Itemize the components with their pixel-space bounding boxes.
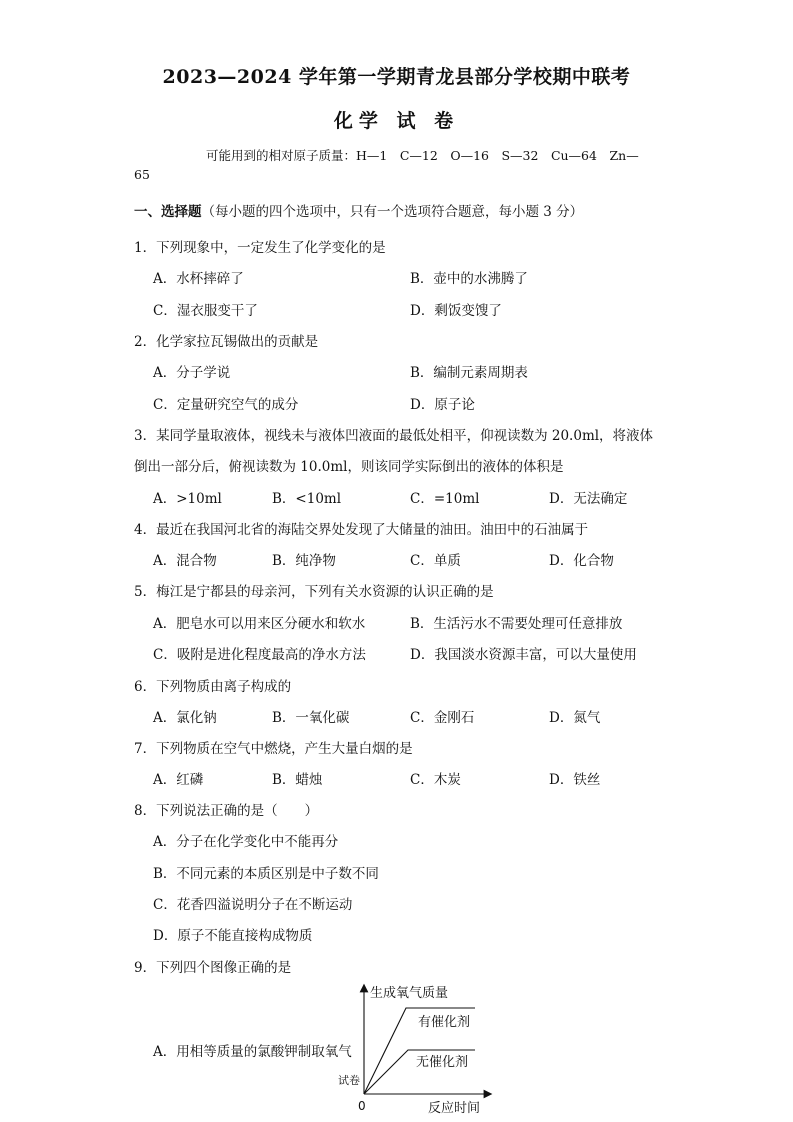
section-heading: [134, 200, 583, 220]
atomic-mass-line-2: 65: [134, 167, 150, 182]
question-6-stem: 6．下列物质由离子构成的: [134, 679, 292, 695]
section-note: （每小题的四个选项中，只有一个选项符合题意，每小题 3 分）: [201, 204, 584, 220]
question-7-option-d: D．铁丝: [549, 772, 601, 788]
question-3-option-b: B．<10ml: [272, 491, 342, 507]
y-axis-label: 生成氧气质量: [370, 986, 449, 1001]
question-8-option-b: B．不同元素的本质区别是中子数不同: [153, 866, 379, 882]
question-7-option-a: A．红磷: [153, 772, 204, 788]
question-4-stem: 4．最近在我国河北省的海陆交界处发现了大储量的油田。油田中的石油属于: [134, 522, 589, 538]
question-5-stem: 5．梅江是宁都县的母亲河，下列有关水资源的认识正确的是: [134, 584, 494, 600]
question-8-stem: 8．下列说法正确的是（ ）: [134, 803, 319, 819]
question-1-stem: 1．下列现象中，一定发生了化学变化的是: [134, 240, 386, 256]
question-3-option-c: C．=10ml: [410, 491, 480, 507]
question-1-option-c: C．湿衣服变干了: [153, 303, 258, 319]
question-4-option-d: D．化合物: [549, 553, 614, 569]
curve-with-catalyst-label: 有催化剂: [418, 1015, 471, 1030]
question-6-option-b: B．一氧化碳: [272, 710, 350, 726]
question-4-option-c: C．单质: [410, 553, 461, 569]
question-4-option-a: A．混合物: [153, 553, 217, 569]
question-3-stem-2: 倒出一部分后，俯视读数为 10.0ml，则该同学实际倒出的液体的体积是: [134, 459, 564, 475]
question-7-option-c: C．木炭: [410, 772, 461, 788]
question-2-option-c: C．定量研究空气的成分: [153, 397, 299, 413]
question-5-option-b: B．生活污水不需要处理可任意排放: [410, 616, 623, 632]
atomic-mass-line-1: 可能用到的相对原子质量：H—1 C—12 O—16 S—32 Cu—64 Zn—: [206, 148, 639, 163]
paper-subtitle: 化学 试 卷: [333, 110, 460, 132]
question-7-stem: 7．下列物质在空气中燃烧，产生大量白烟的是: [134, 741, 413, 757]
side-label: 试卷: [338, 1074, 360, 1087]
question-1-option-a: A．水杯摔碎了: [153, 271, 244, 287]
curve-without-catalyst-label: 无催化剂: [416, 1055, 469, 1070]
question-1-option-b: B．壶中的水沸腾了: [410, 271, 528, 287]
question-2-option-a: A．分子学说: [153, 365, 231, 381]
question-7-option-b: B．蜡烛: [272, 772, 323, 788]
question-3-option-d: D．无法确定: [549, 491, 628, 507]
question-2-option-d: D．原子论: [410, 397, 475, 413]
question-6-option-a: A．氯化钠: [153, 710, 217, 726]
question-2-option-b: B．编制元素周期表: [410, 365, 528, 381]
question-5-option-a: A．肥皂水可以用来区分硬水和软水: [153, 616, 366, 632]
x-axis-label: 反应时间: [428, 1101, 481, 1116]
question-9-graph-a: [330, 978, 530, 1118]
paper-title: 2023—2024 学年第一学期青龙县部分学校期中联考: [162, 66, 631, 88]
question-5-option-c: C．吸附是进化程度最高的净水方法: [153, 647, 366, 663]
question-6-option-c: C．金刚石: [410, 710, 475, 726]
question-3-stem: 3．某同学量取液体，视线未与液体凹液面的最低处相平，仰视读数为 20.0ml，将液体: [134, 428, 654, 444]
question-8-option-a: A．分子在化学变化中不能再分: [153, 834, 339, 850]
question-1-option-d: D．剩饭变馊了: [410, 303, 502, 319]
question-3-option-a: A．>10ml: [153, 491, 222, 507]
question-8-option-c: C．花香四溢说明分子在不断运动: [153, 897, 353, 913]
question-6-option-d: D．氮气: [549, 710, 601, 726]
question-2-stem: 2．化学家拉瓦锡做出的贡献是: [134, 334, 319, 350]
question-9-stem: 9．下列四个图像正确的是: [134, 960, 292, 976]
origin-label: 0: [358, 1099, 366, 1113]
section-title: 一、选择题: [134, 204, 202, 220]
question-4-option-b: B．纯净物: [272, 553, 336, 569]
question-9-option-a: A．用相等质量的氯酸钾制取氧气: [153, 1044, 352, 1060]
question-8-option-d: D．原子不能直接构成物质: [153, 928, 313, 944]
question-5-option-d: D．我国淡水资源丰富，可以大量使用: [410, 647, 637, 663]
